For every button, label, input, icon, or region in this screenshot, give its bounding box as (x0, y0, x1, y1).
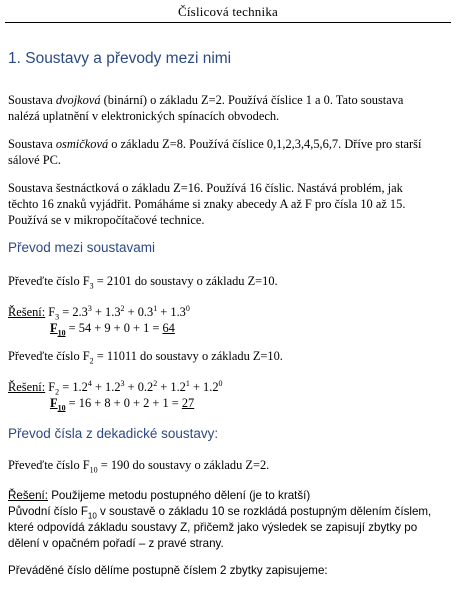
text: = 54 + 9 + 0 + 1 = (65, 321, 163, 335)
emphasis-text: osmičková (55, 137, 109, 151)
text: = 2.3 (59, 305, 88, 319)
example3-solution (8, 488, 431, 552)
text: + 1.3 (91, 305, 121, 319)
text: + 1.2 (157, 380, 186, 394)
example3-last-line: Převáděné číslo dělíme postupně číslem 2 zbytky zapisujeme: (8, 564, 328, 577)
subscript: 3 (55, 312, 60, 322)
text: = 16 + 8 + 0 + 2 + 1 = (65, 396, 182, 410)
text: F (45, 380, 56, 394)
example1-task (8, 274, 278, 289)
example3-task (8, 458, 269, 473)
page-header-title: Číslicová technika (178, 4, 278, 19)
text: Převeďte číslo F (8, 458, 90, 472)
subscript: 10 (87, 511, 97, 521)
text: Soustava (8, 93, 56, 107)
result-value: 27 (181, 396, 195, 410)
paragraph-hex (8, 180, 405, 228)
subheading-decimal-conversion: Převod čísla z dekadické soustavy: (8, 426, 219, 441)
text: dělení v opačném pořadí – z pravé strany. (8, 537, 224, 550)
text: + 1.2 (91, 380, 121, 394)
text: = 2101 do soustavy o základu Z=10. (93, 274, 278, 288)
subscript: 2 (89, 356, 94, 366)
text: Používá se v mikropočítačové technice. (8, 213, 205, 227)
text: Soustava šestnáctková o základu Z=16. Používá 16 číslic. Nastává problém, jak (8, 181, 403, 195)
text: F (50, 321, 58, 335)
text: (binární) o základu Z=2. Používá číslice 1 a 0. Tato soustava (100, 93, 404, 107)
text: nalézá uplatnění v elektronických spínacích obvodech. (8, 109, 280, 123)
section-heading: 1. Soustavy a převody mezi nimi (8, 50, 232, 67)
subscript: 10 (57, 403, 66, 413)
example1-solution (8, 305, 190, 320)
example2-result (50, 396, 194, 411)
text: + 1.3 (157, 305, 186, 319)
subscript: 10 (57, 328, 66, 338)
text: Převeďte číslo F (8, 349, 90, 363)
solution-label: Řešení: (8, 489, 48, 502)
text: v soustavě o základu 10 se rozkládá postupným dělením číslem, (96, 505, 432, 518)
superscript: 1 (185, 378, 190, 388)
text: + 1.2 (189, 380, 219, 394)
text: o základu Z=8. Používá číslice 0,1,2,3,4,5,6,7. Dříve pro starší (108, 137, 422, 151)
text: + 0.2 (124, 380, 154, 394)
superscript: 4 (87, 378, 92, 388)
emphasis-text: dvojková (55, 93, 101, 107)
superscript: 0 (185, 303, 190, 313)
solution-label: Řešení: (8, 380, 46, 394)
text: + 0.3 (124, 305, 154, 319)
superscript: 3 (87, 303, 92, 313)
header-divider (5, 22, 451, 23)
superscript: 1 (153, 303, 158, 313)
result-value: 64 (162, 321, 175, 335)
example1-result (50, 321, 175, 336)
text: F (45, 305, 56, 319)
text: F (50, 396, 58, 410)
paragraph-binary (8, 92, 403, 124)
text: Původní číslo F (8, 505, 88, 518)
text: = 1.2 (59, 380, 88, 394)
text: Převeďte číslo F (8, 274, 90, 288)
paragraph-octal (8, 136, 421, 168)
superscript: 2 (153, 378, 158, 388)
subscript: 2 (55, 387, 60, 397)
text: = 190 do soustavy o základu Z=2. (97, 458, 270, 472)
subscript: 3 (89, 281, 94, 291)
text: Použijeme metodu postupného dělení (je to kratší) (47, 489, 311, 502)
superscript: 3 (120, 378, 125, 388)
subheading-conversion: Převod mezi soustavami (8, 240, 156, 255)
example2-task (8, 349, 283, 364)
superscript: 2 (120, 303, 125, 313)
solution-label: Řešení: (8, 305, 46, 319)
example2-solution (8, 380, 223, 395)
text: těchto 16 znaků vyjádřit. Pomáháme si znaky abecedy A až F pro čísla 10 až 15. (8, 197, 406, 211)
text: sálové PC. (8, 153, 62, 167)
text: Soustava (8, 137, 56, 151)
subscript: 10 (89, 465, 98, 475)
superscript: 0 (218, 378, 223, 388)
text: = 11011 do soustavy o základu Z=10. (93, 349, 283, 363)
text: které odpovídá základu soustavy Z, přičemž jako výsledek se zapisují zbytky po (8, 521, 418, 534)
